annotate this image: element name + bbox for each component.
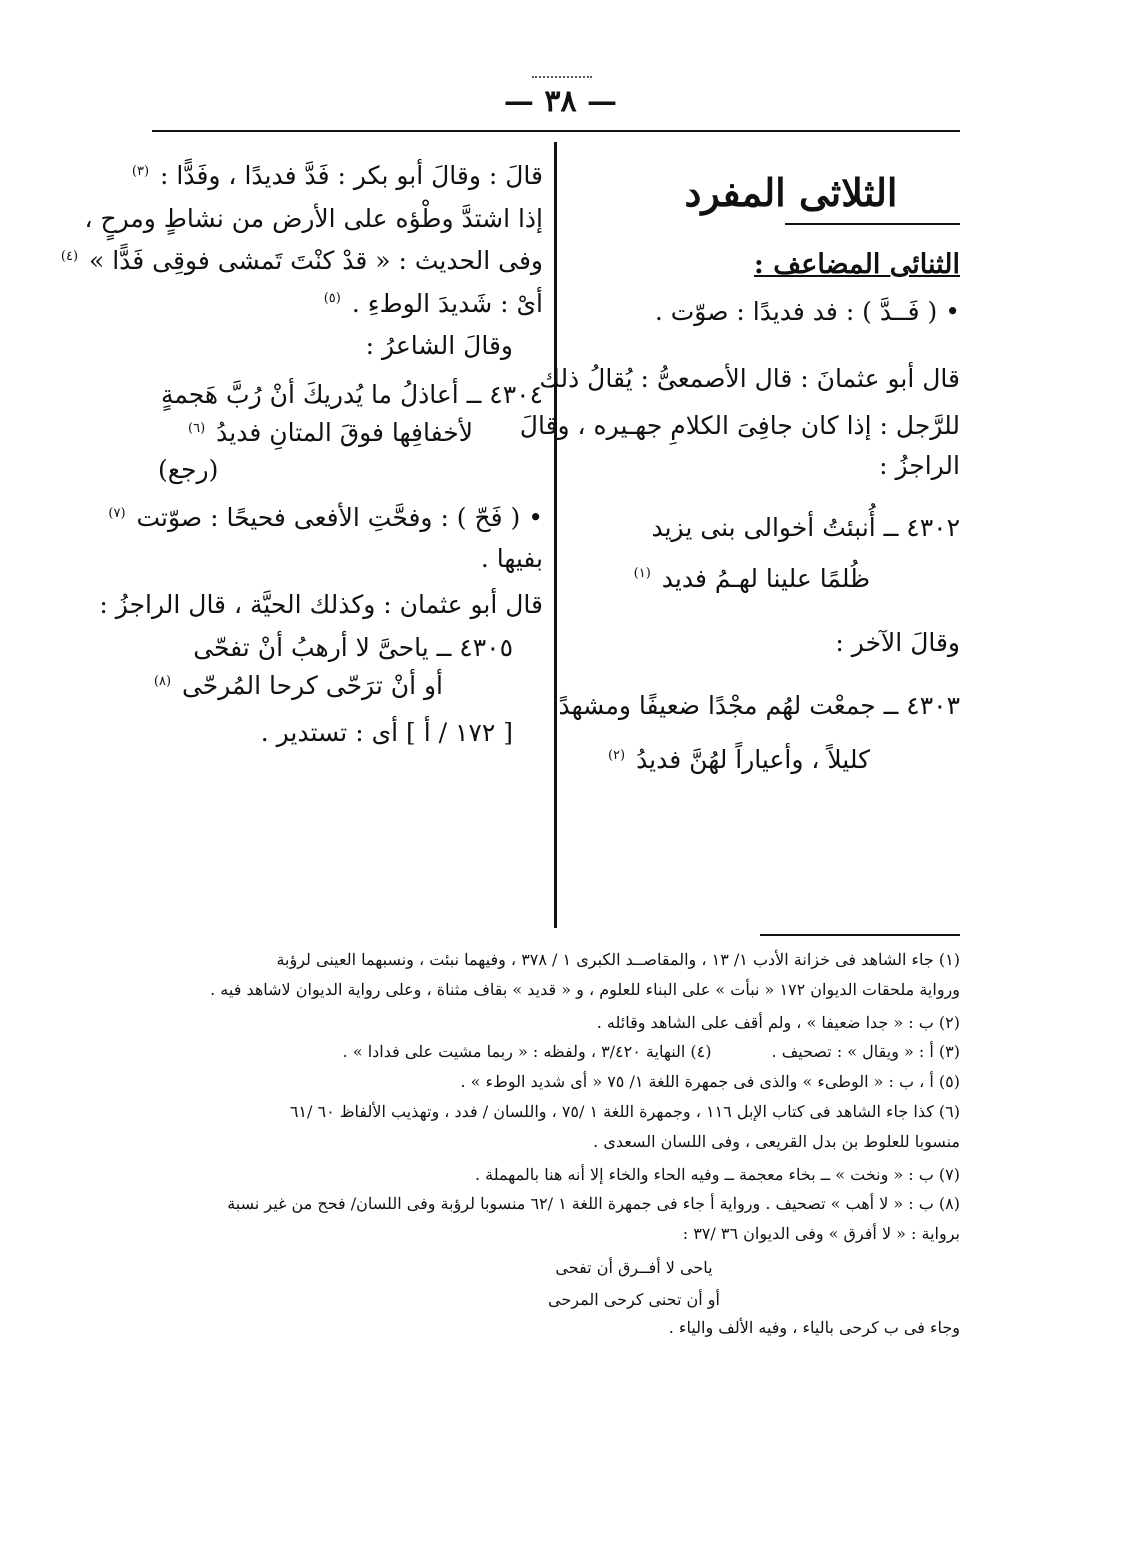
verse-text: لأخفافِها فوقَ المتانِ فديدُ (216, 418, 473, 447)
footnote-8-verse-2: أو أن تحنى كرحى المرحى (548, 1289, 720, 1309)
text-line: بفيها . (480, 543, 543, 573)
text-line (60, 245, 543, 278)
text-line: وقالَ الآخر : (835, 628, 960, 657)
footnote-8-verse-1: ياحى لا أفــرق أن تفحى (555, 1257, 713, 1277)
text-line: إذا اشتدَّ وطْؤه على الأرض من نشاطٍ ومرحٍ ، (84, 203, 543, 233)
footnote-mark: (١) (633, 566, 651, 582)
footnote-6-cont: منسوبا للعلوط بن بدل القريعى ، وفى اللسان السعدى . (593, 1131, 960, 1151)
verse-text: ظُلمًا علينا لهـمُ فديد (661, 563, 870, 593)
footnotes (158, 948, 960, 1346)
line-text: • ( فَحّ ) : وفحَّتِ الأفعى فحيحًا : صوّتت (136, 503, 543, 532)
footnote-mark: (٨) (153, 673, 172, 689)
column-divider (554, 142, 557, 928)
page-number: — ٣٨ — (503, 84, 618, 119)
footnote-2: (٢) ب : « جدا ضعيفا » ، ولم أقف على الشاهد وقائله . (596, 1012, 960, 1032)
footnote-1: (١) جاء الشاهد فى خزانة الأدب ١/ ١٣ ، والمقاصــد الكبرى ١ / ٣٧٨ ، وفيهما نبئت ، ونسبهما العينى لرؤبة (276, 950, 960, 969)
text-line: الراجزُ : (879, 450, 960, 480)
footnote-mark: (٦) (188, 420, 206, 436)
footnote-8-cont: برواية : « لا أفرق » وفى الديوان ٣٦ /٣٧ : (682, 1224, 960, 1244)
verse-4302-line2 (572, 563, 960, 596)
verse-4303-line2 (572, 744, 960, 777)
header-rule (152, 130, 960, 132)
footnote-mark: (٧) (108, 505, 126, 521)
return-mark: (رجع) (158, 454, 219, 484)
footnote-mark: (٤) (60, 248, 79, 264)
text-line: للرَّجل : إذا كان جافِىَ الكلامِ جهـيره ، وقالَ (519, 411, 960, 440)
verse-text: كليلاً ، وأعياراً لهُنَّ فديدُ (636, 745, 870, 774)
footnote-4: (٤) النهاية ٣/٤٢٠ ، ولفظه : « ربما مشيت على فدادا » . (342, 1042, 712, 1062)
text-line: وقالَ الشاعرُ : (365, 331, 513, 360)
title-underline (785, 223, 960, 225)
line-text: وفى الحديث : « قدْ كنْتَ تَمشى فوقِى فَدًّا » (88, 246, 543, 275)
footnote-7: (٧) ب : « ونخت » ــ بخاء معجمة ــ وفيه الحاء والخاء إلا أنه هنا بالمهملة . (475, 1164, 960, 1184)
verse-4305-line2 (153, 670, 543, 703)
footnote-mark: (٣) (131, 163, 150, 179)
left-column (60, 160, 543, 749)
line-text: أىْ : شَديدَ الوطءِ . (351, 288, 543, 318)
footnote-8: (٨) ب : « لا أهب » تصحيف . ورواية أ جاء فى جمهرة اللغة ١ /٦٢ منسوبا لرؤبة وفى اللسان/ فحح من غير نسبة (227, 1194, 960, 1214)
text-line (131, 160, 543, 193)
folio-reference: [ ١٧٢ / أ ] أى : تستدير . (260, 717, 513, 747)
verse-4302-line1: ٤٣٠٢ ــ أُنبئتُ أخوالى بنى يزيد (651, 513, 960, 542)
text-line (158, 288, 543, 321)
footnote-1-cont: ورواية ملحقات الديوان ١٧٢ « نبأت » على البناء للعلوم ، و « قديد » بقاف مثناة ، وعلى رواية الديوان لاشاهد فيه . (210, 979, 960, 999)
section-subtitle: الثنائى المضاعف : (753, 249, 960, 280)
entry-heading-fadd: • ( فَــدَّ ) : فد فديدًا : صوّت . (654, 297, 960, 326)
right-column (519, 160, 960, 777)
footnote-5: (٥) أ ، ب : « الوطىء » والذى فى جمهرة اللغة ١/ ٧٥ « أى شديد الوطء » . (460, 1072, 960, 1092)
verse-4303-line1: ٤٣٠٣ ــ جمعْت لهُم مجْدًا ضعيفًا ومشهدًا (551, 690, 960, 720)
footnote-8-end: وجاء فى ب كرحى بالياء ، وفيه الألف والياء . (668, 1317, 960, 1337)
footnote-mark: (٢) (607, 747, 626, 763)
text-line: قال أبو عثمان : وكذلك الحيَّة ، قال الراجزُ : (99, 590, 543, 619)
verse-4304-line1: ٤٣٠٤ ــ أعاذلُ ما يُدريكَ أنْ رُبَّ هَجمةٍ (160, 379, 543, 409)
text-line: قال أبو عثمانَ : قال الأصمعىُّ : يُقالُ ذلك (539, 363, 960, 393)
footnote-rule (760, 934, 960, 936)
line-text: قالَ : وقالَ أبو بكر : فَدَّ فديدًا ، وفَدًّا : (160, 161, 543, 190)
footnote-6: (٦) كذا جاء الشاهد فى كتاب الإبل ١١٦ ، وجمهرة اللغة ١ /٧٥ ، واللسان / فدد ، وتهذيب الألفاظ ٦٠ /٦١ (289, 1101, 960, 1121)
footnote-mark: (٥) (323, 291, 341, 307)
footnote-3-4-row (158, 1040, 960, 1065)
verse-4305-line1: ٤٣٠٥ ــ ياحىَّ لا أرهبُ أنْ تفحّى (193, 632, 513, 662)
page-number-dots (532, 76, 592, 78)
chapter-title: الثلاثى المفرد (684, 170, 898, 215)
verse-4304-line2 (158, 417, 543, 450)
footnote-3: (٣) أ : « ويقال » : تصحيف . (771, 1042, 960, 1062)
entry-heading-fahh (108, 502, 543, 535)
verse-text: أو أنْ ترَحّى كرحا المُرحّى (181, 671, 443, 700)
